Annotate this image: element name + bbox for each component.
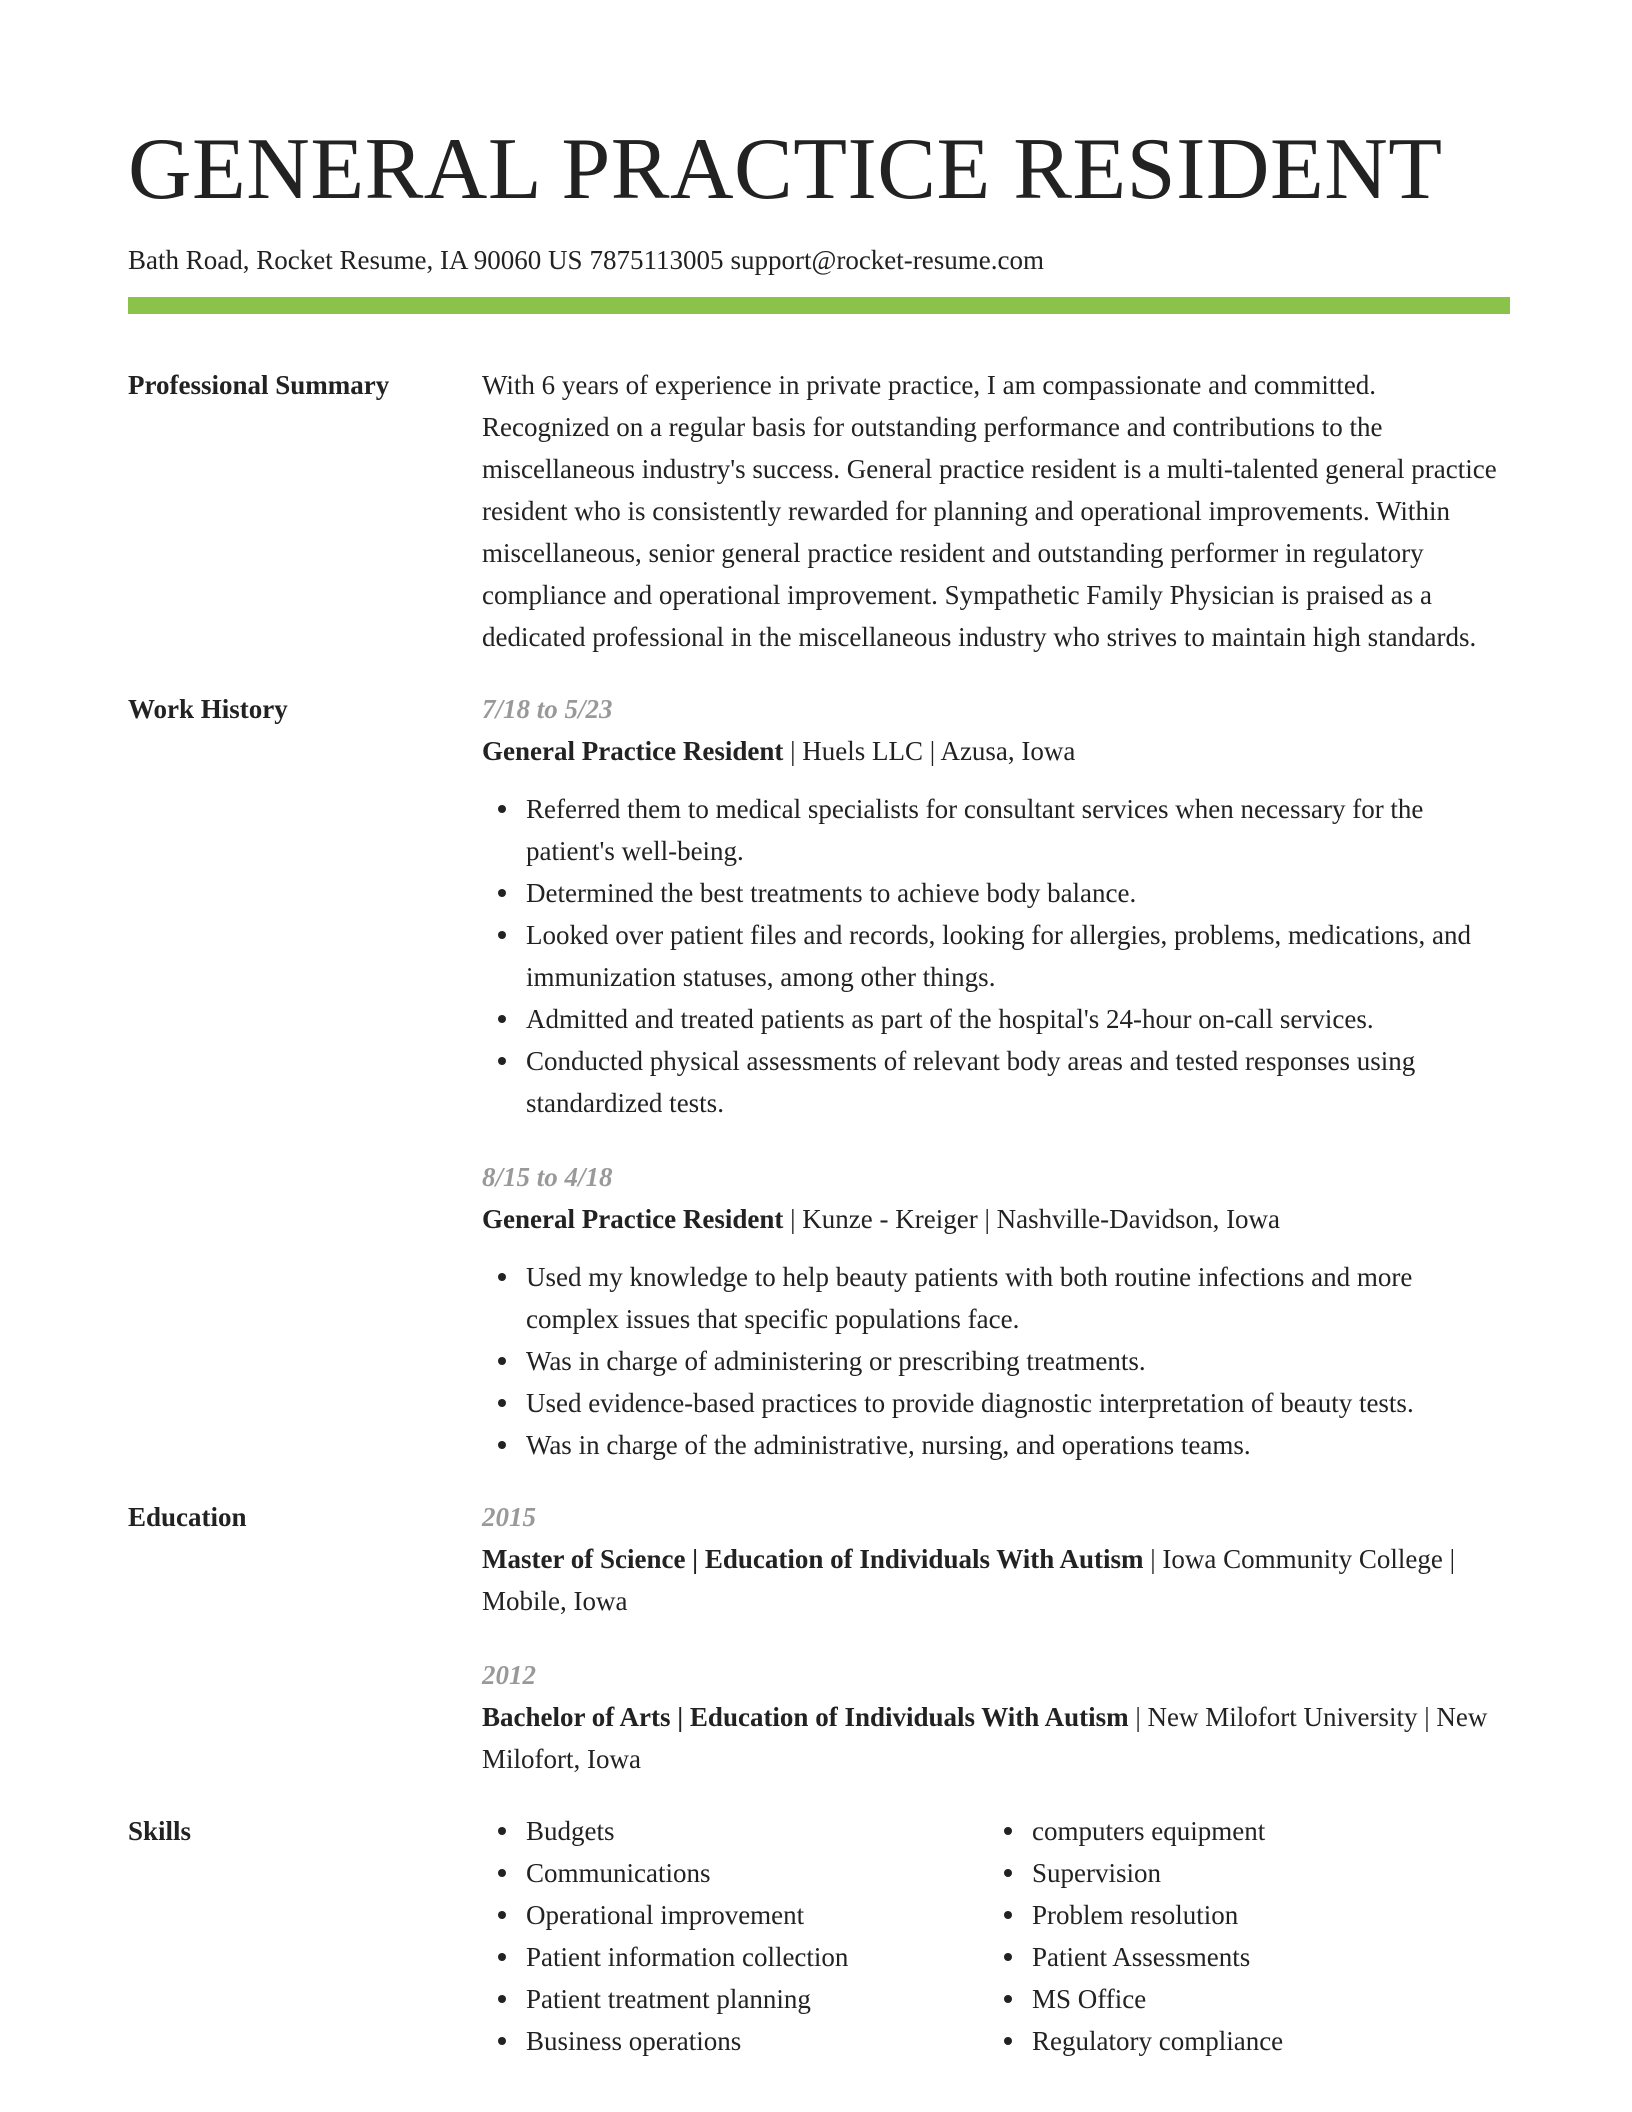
job-duties-list (482, 788, 1510, 1124)
job-role-line (482, 1198, 1510, 1240)
skill-item: Problem resolution (988, 1894, 1510, 1936)
skill-item: Supervision (988, 1852, 1510, 1894)
education-year: 2015 (482, 1502, 536, 1532)
job-entry (482, 688, 1510, 1124)
education-section (128, 1496, 1510, 1780)
skill-item: Operational improvement (482, 1894, 988, 1936)
job-title: General Practice Resident (482, 1204, 784, 1234)
contact-address: Bath Road, Rocket Resume, IA 90060 US (128, 245, 583, 275)
education-entry (482, 1496, 1510, 1622)
resume-page (128, 118, 1510, 2062)
skill-item: Patient information collection (482, 1936, 988, 1978)
job-dates: 7/18 to 5/23 (482, 694, 613, 724)
work-history-section (128, 688, 1510, 1466)
skills-columns (482, 1810, 1510, 2062)
skill-item: computers equipment (988, 1810, 1510, 1852)
job-details: | Kunze - Kreiger | Nashville-Davidson, Iowa (783, 1204, 1281, 1234)
list-item: Was in charge of the administrative, nursing, and operations teams. (482, 1424, 1510, 1466)
education-degree: Master of Science | Education of Individuals With Autism (482, 1544, 1144, 1574)
education-details: | New Milofort University | New Milofort, Iowa (482, 1702, 1488, 1774)
job-entry (482, 1156, 1510, 1466)
list-item: Used my knowledge to help beauty patients with both routine infections and more complex issues that specific populations face. (482, 1256, 1510, 1340)
work-history-heading: Work History (128, 694, 288, 724)
skill-item: MS Office (988, 1978, 1510, 2020)
job-role-line (482, 730, 1510, 772)
candidate-name: GENERAL PRACTICE RESIDENT (128, 121, 1443, 218)
job-duties-list (482, 1256, 1510, 1466)
list-item: Referred them to medical specialists for consultant services when necessary for the patient's well-being. (482, 788, 1510, 872)
education-entry (482, 1654, 1510, 1780)
list-item: Admitted and treated patients as part of the hospital's 24-hour on-call services. (482, 998, 1510, 1040)
skill-item: Patient treatment planning (482, 1978, 988, 2020)
skills-heading: Skills (128, 1816, 192, 1846)
contact-phone: 7875113005 (589, 245, 724, 275)
contact-email: support@rocket-resume.com (730, 245, 1044, 275)
list-item: Determined the best treatments to achieve body balance. (482, 872, 1510, 914)
contact-line (128, 242, 1510, 278)
summary-heading: Professional Summary (128, 370, 390, 400)
education-heading: Education (128, 1502, 247, 1532)
list-item: Conducted physical assessments of relevant body areas and tested responses using standardized tests. (482, 1040, 1510, 1124)
skills-section (128, 1810, 1510, 2062)
skill-item: Regulatory compliance (988, 2020, 1510, 2062)
list-item: Used evidence-based practices to provide diagnostic interpretation of beauty tests. (482, 1382, 1510, 1424)
education-degree-line (482, 1696, 1510, 1780)
skill-item: Communications (482, 1852, 988, 1894)
education-degree-line (482, 1538, 1510, 1622)
list-item: Looked over patient files and records, looking for allergies, problems, medications, and immunization statuses, among other things. (482, 914, 1510, 998)
skill-item: Patient Assessments (988, 1936, 1510, 1978)
skill-item: Budgets (482, 1810, 988, 1852)
education-details: | Iowa Community College | Mobile, Iowa (482, 1544, 1456, 1616)
skills-list-left (482, 1810, 988, 2062)
education-degree: Bachelor of Arts | Education of Individuals With Autism (482, 1702, 1129, 1732)
list-item: Was in charge of administering or prescribing treatments. (482, 1340, 1510, 1382)
skills-list-right (988, 1810, 1510, 2062)
summary-section (128, 364, 1510, 658)
job-title: General Practice Resident (482, 736, 784, 766)
summary-text: With 6 years of experience in private practice, I am compassionate and committed. Recognized on a regular basis for outstanding performance and contributions to the miscellaneous industry's success. General practice resident is a multi-talented general practice resident who is consistently rewarded for planning and operational improvements. Within miscellaneous, senior general practice resident and outstanding performer in regulatory compliance and operational improvement. Sympathetic Family Physician is praised as a dedicated professional in the miscellaneous industry who strives to maintain high standards. (482, 370, 1497, 652)
job-details: | Huels LLC | Azusa, Iowa (783, 736, 1076, 766)
job-dates: 8/15 to 4/18 (482, 1162, 613, 1192)
skill-item: Business operations (482, 2020, 988, 2062)
education-year: 2012 (482, 1660, 536, 1690)
header-divider (128, 297, 1510, 314)
